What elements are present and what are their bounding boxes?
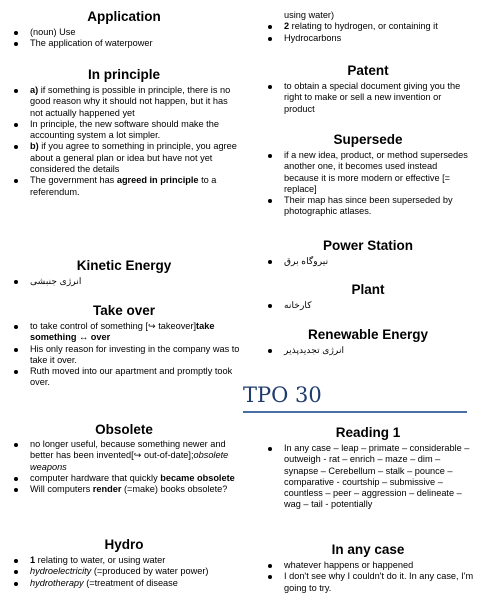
list-item	[8, 473, 240, 484]
heading-in-any-case: In any case	[331, 542, 405, 557]
list-plant	[262, 300, 474, 311]
phrase: take something ↔ over	[30, 321, 215, 343]
ref: ↪ takeover	[147, 321, 194, 331]
heading-obsolete: Obsolete	[95, 422, 153, 437]
list-patent	[262, 81, 474, 115]
text: (=treatment of disease	[83, 577, 178, 588]
heading-in-principle: In principle	[87, 67, 160, 82]
text: The government has	[30, 175, 117, 186]
list-item: انرژی تجدیدپذیر	[262, 345, 474, 356]
text: computer hardware that quickly	[30, 472, 161, 483]
list-item	[8, 578, 240, 589]
list-item: using water)	[284, 10, 335, 20]
text: if something is possible in principle, there is no good reason why it should not happen, but it has not actually happened yet	[30, 85, 231, 118]
text: no longer useful, because something newer and better has been invented[	[30, 439, 226, 461]
list-hydro	[8, 555, 240, 589]
list-item	[8, 141, 240, 175]
heading-application: Application	[87, 9, 161, 24]
list-reading	[262, 443, 474, 511]
list-in-any-case	[262, 560, 474, 594]
section-title-tpo: TPO 30	[243, 382, 467, 413]
heading-take-over: Take over	[92, 303, 156, 318]
phrase: render	[92, 484, 122, 495]
list-item: to obtain a special document giving you the right to make or sell a new invention or product	[262, 81, 474, 115]
list-item: انرژی جنبشی	[8, 276, 240, 287]
list-item	[8, 555, 240, 566]
list-item: کارخانه	[262, 300, 474, 311]
list-item: His only reason for investing in the company was to take it over.	[8, 344, 240, 367]
heading-renewable-energy: Renewable Energy	[307, 327, 429, 342]
text: to take control of something [	[30, 321, 148, 331]
list-in-principle	[8, 85, 240, 198]
list-application	[8, 27, 240, 50]
list-item: In principle, the new software should make the accounting system a lot simpler.	[8, 119, 240, 142]
list-item: In any case – leap – primate – considerable – outweigh - rat – enrich – maze – dim – synapse – Cerebellum – stalk – pounce – comparative - courtship – submissive – countless – peer – aggression – delineate – wag – tail - potentially	[262, 443, 474, 511]
heading-hydro: Hydro	[104, 537, 144, 552]
text: ]	[193, 321, 197, 331]
text: (=produced by water power)	[91, 566, 209, 577]
list-renewable	[262, 345, 474, 356]
text: Will computers	[30, 484, 93, 495]
label-a: a)	[30, 85, 39, 95]
list-take-over	[8, 321, 240, 389]
list-hydro-cont	[262, 10, 474, 44]
label-b: b)	[30, 141, 39, 152]
ref: ↪ out-of-date	[133, 450, 189, 461]
text: ];	[188, 450, 194, 461]
list-item	[262, 21, 474, 32]
heading-supersede: Supersede	[333, 132, 403, 147]
list-item: I don't see why I couldn't do it. In any case, I'm going to try.	[262, 571, 474, 594]
term: hydroelectricity	[30, 566, 92, 577]
list-item	[8, 439, 240, 473]
heading-reading-1: Reading 1	[335, 425, 401, 440]
list-item: Their map has since been superseded by photographic atlases.	[262, 195, 474, 218]
list-item: Ruth moved into our apartment and promptly took over.	[8, 366, 240, 389]
list-item	[8, 85, 240, 119]
list-item	[8, 484, 240, 495]
heading-patent: Patent	[347, 63, 389, 78]
heading-power-station: Power Station	[322, 238, 413, 253]
phrase: agreed in principle	[116, 175, 199, 186]
phrase: became obsolete	[160, 472, 235, 483]
heading-kinetic-energy: Kinetic Energy	[76, 258, 172, 273]
term: hydrotherapy	[30, 577, 84, 588]
text: (=make) books obsolete?	[121, 484, 228, 495]
list-item: whatever happens or happened	[262, 560, 474, 571]
text: if you agree to something in principle, you agree about a general plan or idea but have not yet considered the details	[30, 141, 237, 175]
text: to a referendum.	[30, 175, 217, 197]
number: 1	[30, 555, 36, 565]
list-kinetic	[8, 276, 240, 287]
heading-plant: Plant	[351, 282, 385, 297]
list-item	[8, 566, 240, 577]
list-supersede	[262, 150, 474, 218]
list-item	[8, 321, 240, 344]
list-item: if a new idea, product, or method supersedes another one, it becomes used instead because it is more modern or effective [= replace]	[262, 150, 474, 195]
text: relating to hydrogen, or containing it	[289, 21, 438, 32]
list-power-station	[262, 256, 474, 267]
number: 2	[284, 21, 290, 32]
list-item: نیروگاه برق	[262, 256, 474, 267]
example: obsolete weapons	[30, 450, 229, 472]
text: relating to water, or using water	[35, 555, 166, 565]
list-item: Hydrocarbons	[262, 33, 474, 44]
list-item: The application of waterpower	[8, 38, 240, 49]
list-obsolete	[8, 439, 240, 495]
list-item	[8, 175, 240, 198]
list-item: (noun) Use	[8, 27, 240, 38]
